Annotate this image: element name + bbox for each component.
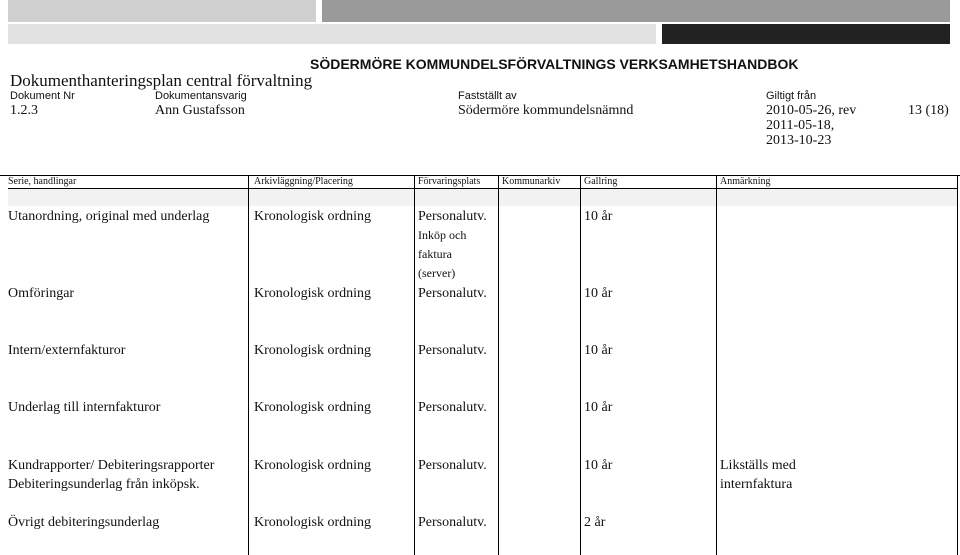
label-valid-from: Giltigt från xyxy=(766,90,817,102)
table-row-6-serie: Övrigt debiteringsunderlag xyxy=(8,515,160,530)
label-responsible: Dokumentansvarig xyxy=(155,90,247,102)
table-row-1-forvaring-extra-1: Inköp och xyxy=(418,228,467,242)
header-bottom-rule xyxy=(8,188,958,189)
table-row-2-forvaring: Personalutv. xyxy=(418,286,487,301)
table-row-4-placering: Kronologisk ordning xyxy=(254,400,372,415)
second-bar-left xyxy=(8,24,656,44)
value-approved-by: Södermöre kommundelsnämnd xyxy=(458,103,634,118)
value-doc-nr: 1.2.3 xyxy=(10,103,38,118)
table-row-2-serie: Omföringar xyxy=(8,286,75,301)
value-valid-from-3: 2013-10-23 xyxy=(766,133,832,148)
table-row-5-serie: Kundrapporter/ Debiteringsrapporter xyxy=(8,458,215,473)
col-rule-3 xyxy=(498,176,499,555)
table-row-1-serie: Utanordning, original med underlag xyxy=(8,209,210,224)
table-row-1-forvaring-extra-2: faktura xyxy=(418,247,452,261)
table-row-2-gallring: 10 år xyxy=(584,286,613,301)
col-rule-5 xyxy=(716,176,717,555)
table-row-5-forvaring: Personalutv. xyxy=(418,458,487,473)
value-valid-from-1: 2010-05-26, rev xyxy=(766,103,857,118)
table-row-5-gallring: 10 år xyxy=(584,458,613,473)
table-row-3-forvaring: Personalutv. xyxy=(418,343,487,358)
table-row-1-forvaring-extra-3: (server) xyxy=(418,266,456,280)
col-header-kommunarkiv: Kommunarkiv xyxy=(502,176,561,187)
col-rule-6 xyxy=(957,176,958,555)
value-valid-from-2: 2011-05-18, xyxy=(766,118,835,133)
table-row-2-placering: Kronologisk ordning xyxy=(254,286,372,301)
page-number: 13 (18) xyxy=(908,103,949,118)
table-row-3-gallring: 10 år xyxy=(584,343,613,358)
col-header-forvaring: Förvaringsplats xyxy=(418,176,481,187)
table-row-1-forvaring: Personalutv. xyxy=(418,209,487,224)
doc-title: Dokumenthanteringsplan central förvaltning xyxy=(10,71,313,90)
table-row-1-placering: Kronologisk ordning xyxy=(254,209,372,224)
table-row-4-serie: Underlag till internfakturor xyxy=(8,400,161,415)
table-row-3-serie: Intern/externfakturor xyxy=(8,343,126,358)
table-row-3-placering: Kronologisk ordning xyxy=(254,343,372,358)
table-row-6-gallring: 2 år xyxy=(584,515,606,530)
table-row-6-forvaring: Personalutv. xyxy=(418,515,487,530)
col-rule-2 xyxy=(414,176,415,555)
col-rule-1 xyxy=(248,176,249,555)
second-bar-right xyxy=(662,24,950,44)
table-row-4-forvaring: Personalutv. xyxy=(418,400,487,415)
value-responsible: Ann Gustafsson xyxy=(155,103,245,118)
top-bar-left xyxy=(8,0,316,22)
top-bar-right xyxy=(322,0,950,22)
col-header-serie: Serie, handlingar xyxy=(8,176,77,187)
col-header-gallring: Gallring xyxy=(584,176,618,187)
table-row-5-placering: Kronologisk ordning xyxy=(254,458,372,473)
table-row-1-gallring: 10 år xyxy=(584,209,613,224)
col-rule-4 xyxy=(580,176,581,555)
col-header-placering: Arkivläggning/Placering xyxy=(254,176,353,187)
table-row-6-placering: Kronologisk ordning xyxy=(254,515,372,530)
table-row-4-gallring: 10 år xyxy=(584,400,613,415)
table-row-5-anmarkning-2: internfaktura xyxy=(720,477,793,492)
column-header-band xyxy=(8,188,958,206)
col-header-anmarkning: Anmärkning xyxy=(720,176,771,187)
label-doc-nr: Dokument Nr xyxy=(10,90,75,102)
label-approved-by: Fastställt av xyxy=(458,90,517,102)
table-row-5-anmarkning-1: Likställs med xyxy=(720,458,796,473)
org-title: SÖDERMÖRE KOMMUNDELSFÖRVALTNINGS VERKSAMHETSHANDBOK xyxy=(310,56,799,72)
table-row-5-serie-2: Debiteringsunderlag från inköpsk. xyxy=(8,477,200,492)
